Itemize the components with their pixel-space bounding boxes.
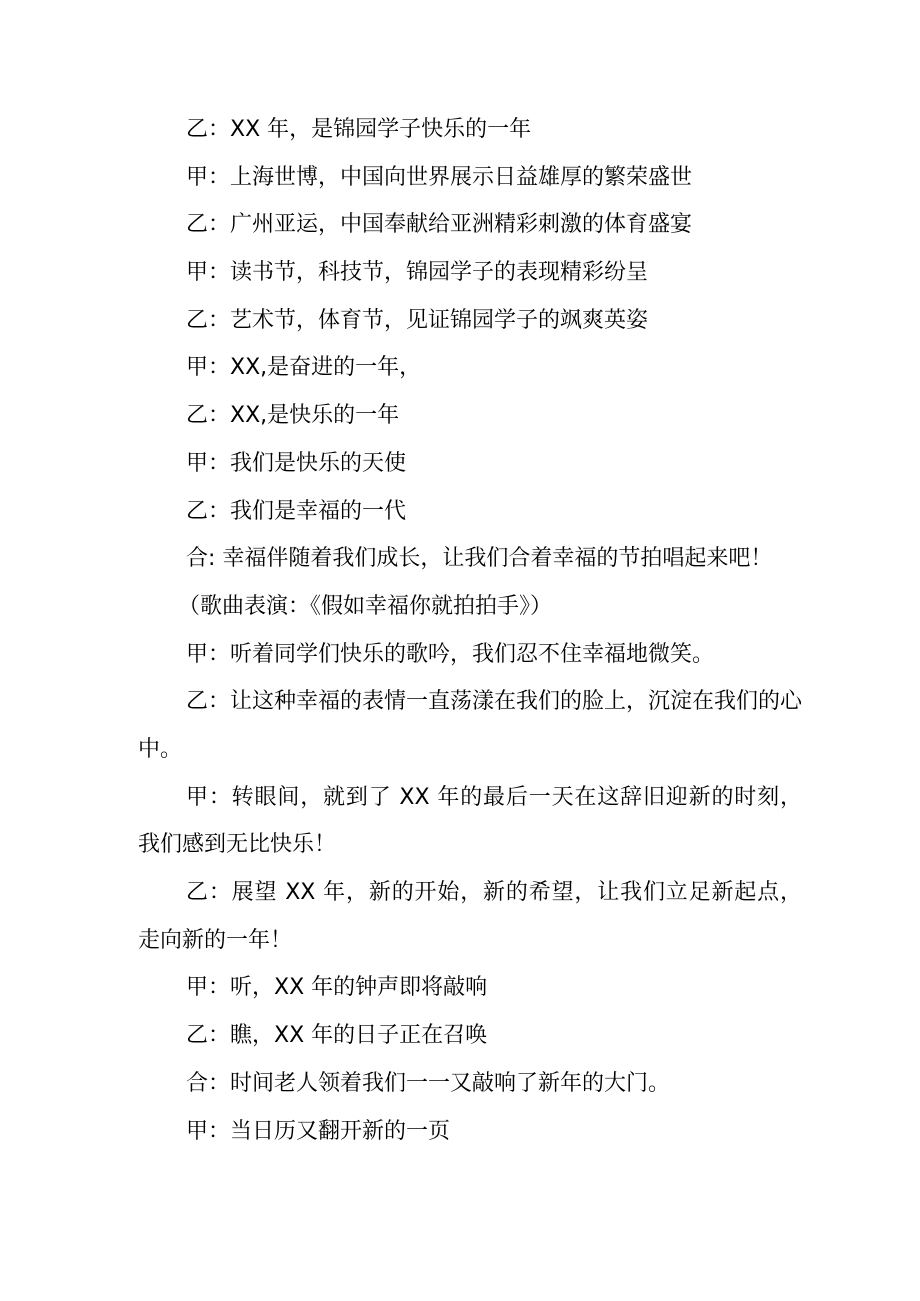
text-line: 乙：XX,是快乐的一年: [186, 403, 400, 429]
text-line: （歌曲表演：《假如幸福你就拍拍手》）: [178, 593, 553, 619]
text-line: 甲：XX,是奋进的一年，: [186, 355, 422, 381]
text-line: 甲：听，XX 年的钟声即将敲响: [186, 975, 488, 1001]
text-line: 甲：读书节，科技节，锦园学子的表现精彩纷呈: [186, 260, 649, 286]
text-line: 乙：广州亚运，中国奉献给亚洲精彩刺激的体育盛宴: [186, 212, 693, 238]
text-line: 甲：当日历又翻开新的一页: [186, 1118, 451, 1144]
text-line: 乙：瞧，XX 年的日子正在召唤: [186, 1023, 488, 1049]
text-line: 乙：XX 年，是锦园学子快乐的一年: [186, 117, 532, 142]
text-paragraph: 甲：转眼间，就到了 XX 年的最后一天在这辞旧迎新的时刻，我们感到无比快乐！: [138, 784, 802, 858]
text-line: 乙：艺术节，体育节，见证锦园学子的飒爽英姿: [186, 307, 649, 333]
document-body: [138, 106, 810, 1155]
text-line: 甲：听着同学们快乐的歌吟，我们忍不住幸福地微笑。: [186, 641, 715, 667]
text-line: 甲：我们是快乐的天使: [186, 450, 407, 476]
text-line: 乙：我们是幸福的一代: [186, 498, 407, 524]
text-line: 合：时间老人领着我们一一又敲响了新年的大门。: [186, 1070, 671, 1096]
text-paragraph: 乙：让这种幸福的表情一直荡漾在我们的脸上，沉淀在我们的心中。: [138, 689, 803, 762]
text-line: 合: 幸福伴随着我们成长，让我们合着幸福的节拍唱起来吧！: [186, 546, 773, 572]
text-paragraph: 乙：展望 XX 年，新的开始，新的希望，让我们立足新起点，走向新的一年！: [138, 880, 802, 953]
text-line: 甲：上海世博，中国向世界展示日益雄厚的繁荣盛世: [186, 164, 693, 190]
